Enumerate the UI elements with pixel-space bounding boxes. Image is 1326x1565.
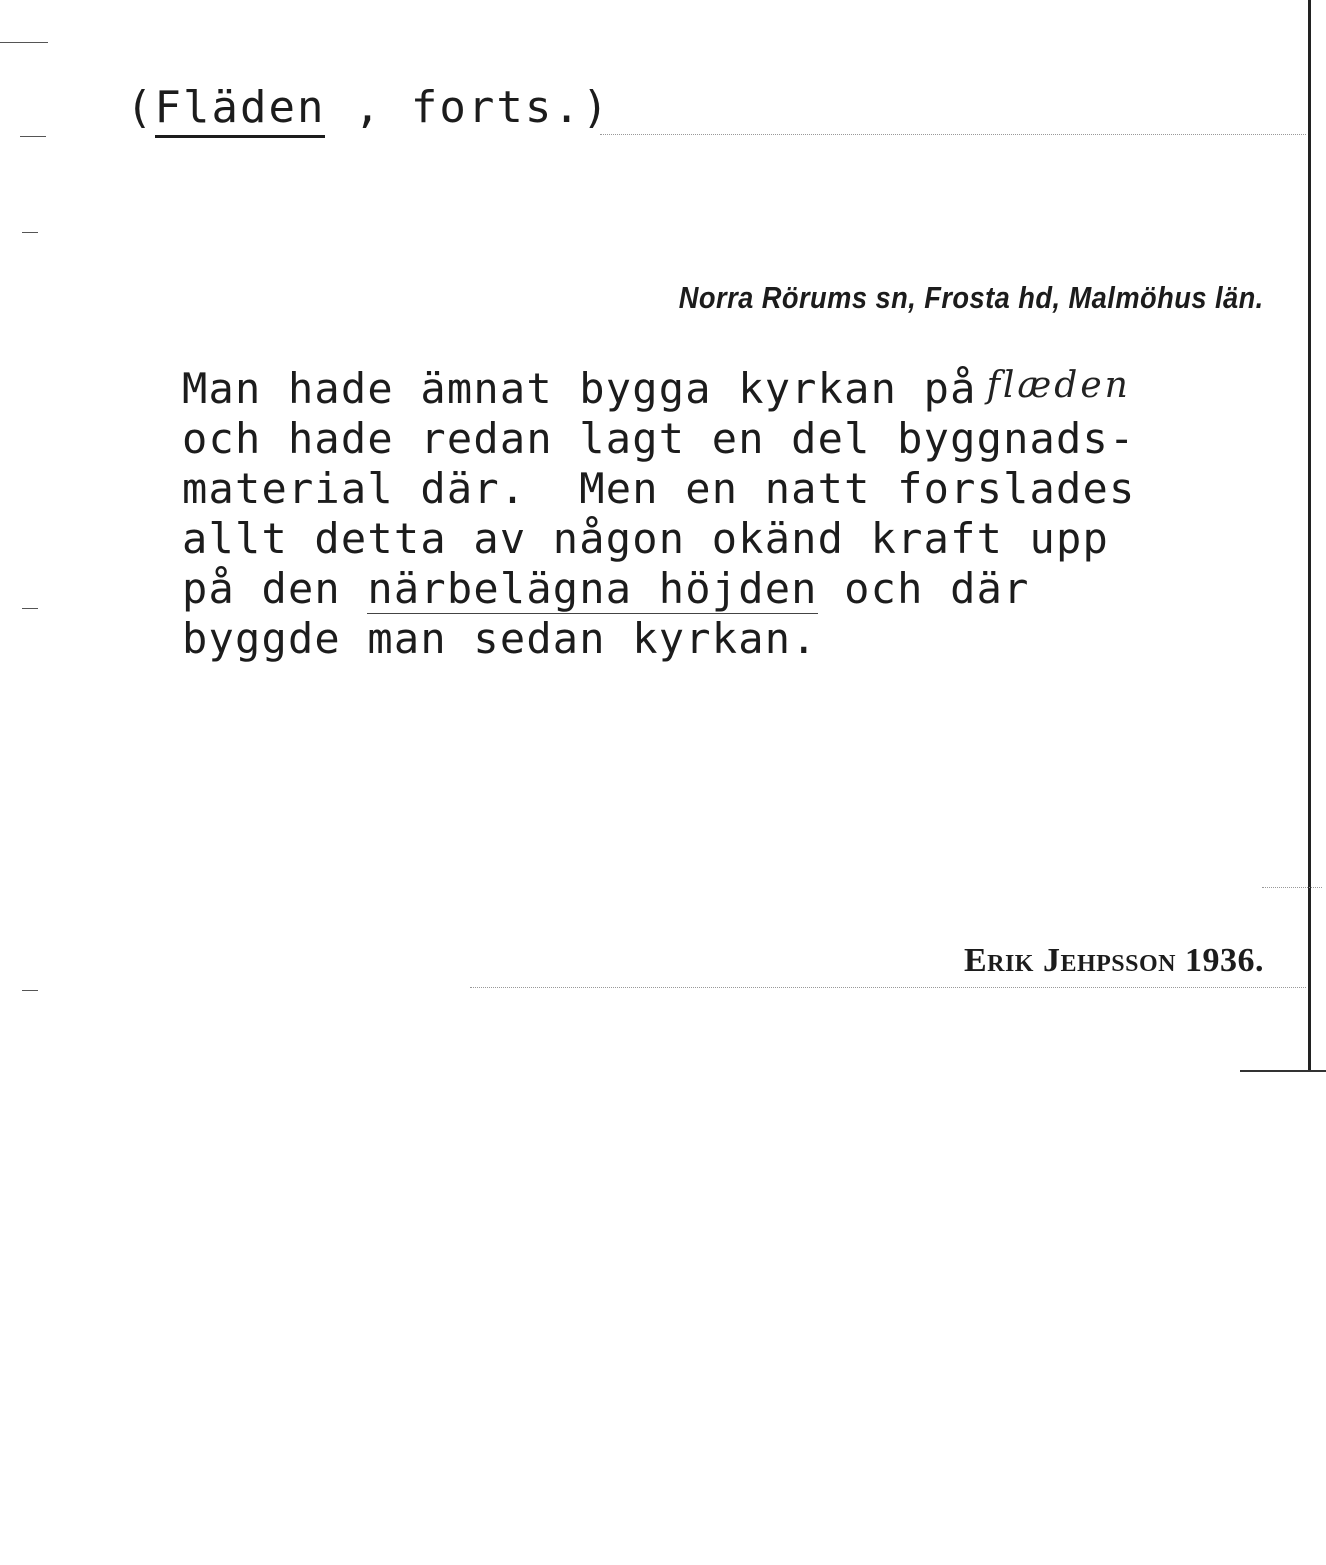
margin-tick <box>0 42 48 43</box>
text-line-3: material där. Men en natt forslades <box>182 464 1136 513</box>
heading-continuation: , forts.) <box>325 82 611 133</box>
card-heading <box>126 82 610 133</box>
signature <box>964 942 1264 980</box>
margin-tick <box>22 608 38 609</box>
typed-text: på den <box>182 564 368 613</box>
margin-tick <box>20 136 46 137</box>
text-line-2: och hade redan lagt en del byggnads- <box>182 414 1136 463</box>
dotted-guide <box>470 987 1306 988</box>
margin-tick <box>22 232 38 233</box>
signature-year: 1936. <box>1185 942 1264 979</box>
dotted-guide <box>1262 887 1322 888</box>
text-line-4: allt detta av någon okänd kraft upp <box>182 514 1110 563</box>
legend-text <box>182 364 1312 664</box>
card-bottom-edge <box>1240 1070 1326 1072</box>
typed-text: Man hade ämnat bygga kyrkan på <box>182 364 977 413</box>
heading-open-paren: ( <box>126 82 155 133</box>
handwritten-word: flæden <box>986 365 1131 406</box>
typed-text: och där <box>817 564 1030 613</box>
heading-keyword: Fläden <box>155 82 326 138</box>
underlined-phrase: närbelägna höjden <box>367 564 818 613</box>
dotted-guide <box>600 134 1306 135</box>
margin-tick <box>22 990 38 991</box>
signature-name: Erik Jehpsson <box>963 942 1176 979</box>
text-line-1 <box>182 364 1312 414</box>
text-line-6: byggde man sedan kyrkan. <box>182 614 818 663</box>
text-line-5 <box>182 564 1312 614</box>
location-line: Norra Rörums sn, Frosta hd, Malmöhus län. <box>679 280 1264 315</box>
